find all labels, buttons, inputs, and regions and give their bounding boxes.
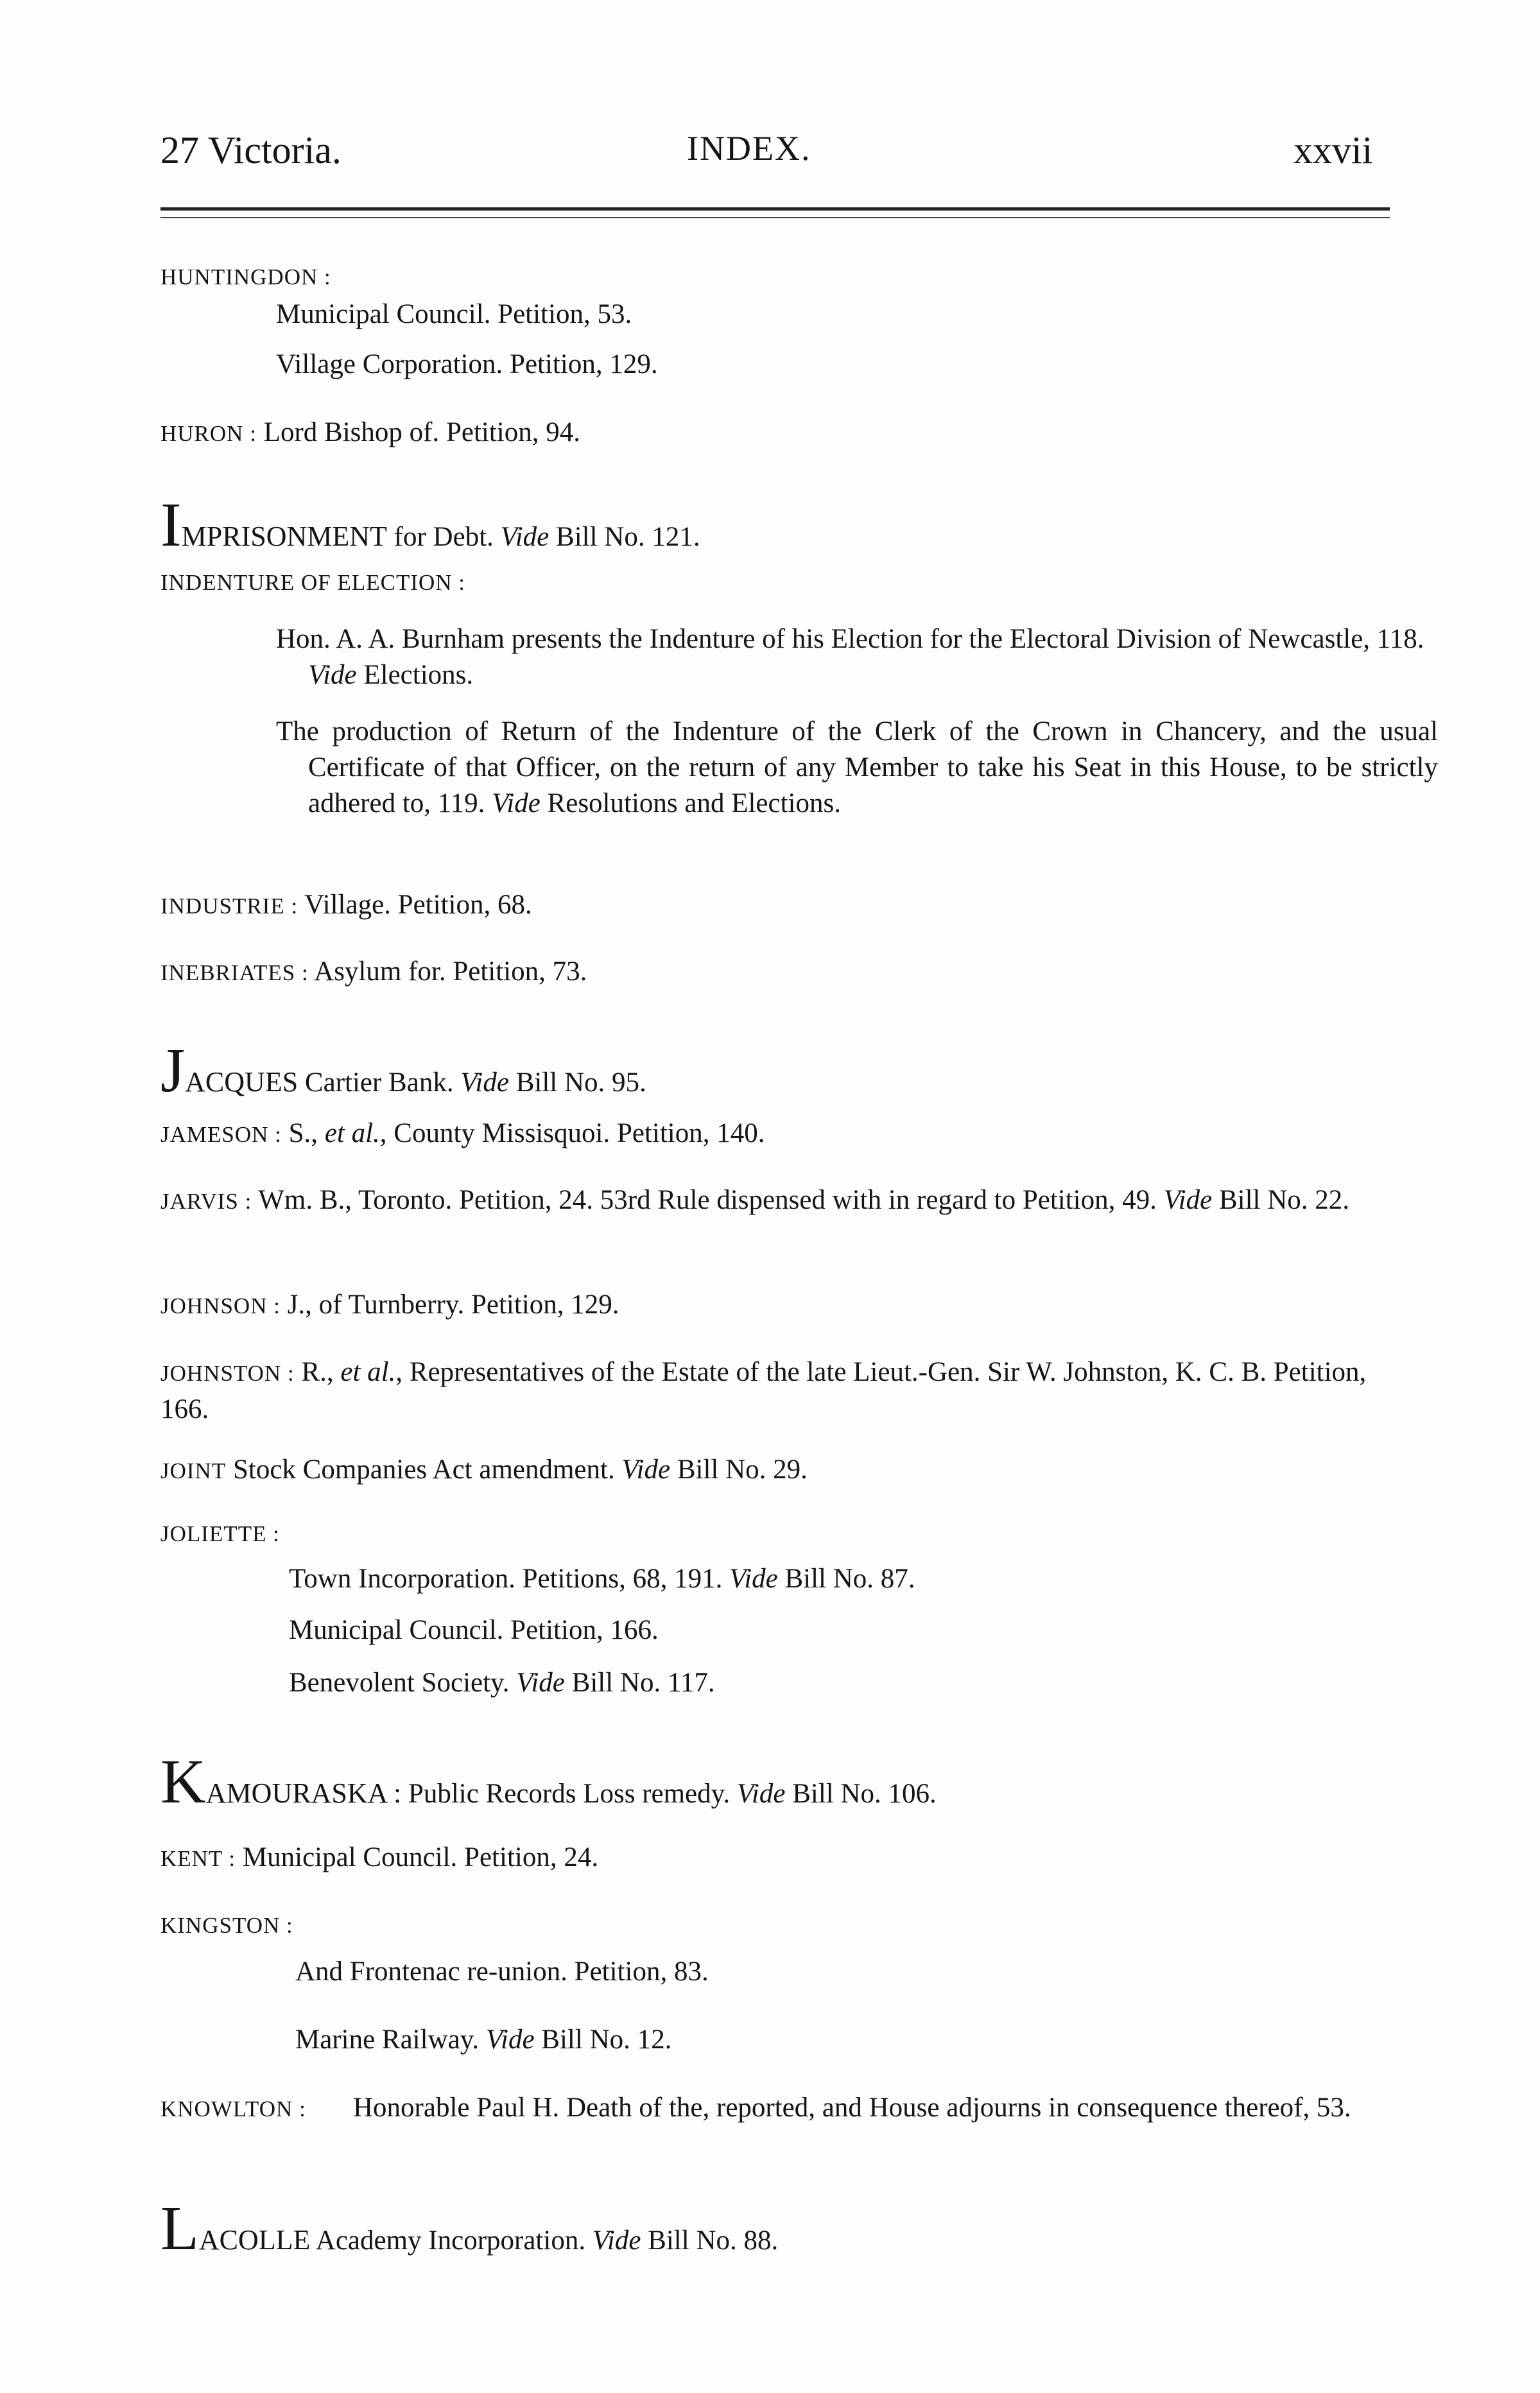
entry-head: JOHNSTON :	[160, 1361, 295, 1386]
entry-knowlton: Honorable Paul H. Death of the, reported, and House adjourns in consequence thereof, 53.	[353, 2093, 1351, 2123]
entry-text: Elections.	[356, 660, 474, 690]
entry-industrie	[160, 887, 532, 924]
drop-initial: J	[160, 1036, 186, 1105]
entry-text: Resolutions and Elections.	[540, 788, 841, 818]
entry-text: Bill No. 22.	[1212, 1185, 1350, 1215]
entry-text: Wm. B., Toronto. Petition, 24. 53rd Rule dispensed with in regard to Petition, 49.	[258, 1185, 1164, 1215]
entry-text: Asylum for. Petition, 73.	[314, 956, 587, 987]
entry-text: Marine Railway.	[295, 2025, 486, 2055]
vide-ref: Vide	[500, 522, 549, 552]
entry-head-joliette: JOLIETTE :	[160, 1521, 280, 1546]
entry-paragraph	[276, 714, 1438, 822]
entry-inebriates	[160, 954, 587, 991]
entry-jacques	[160, 1036, 646, 1105]
entry-text: Bill No. 12.	[534, 2025, 672, 2055]
vide-ref: Vide	[492, 788, 541, 818]
entry-text: Bill No. 87.	[777, 1564, 915, 1594]
entry-text: , Representatives of the Estate of the late Lieut.-Gen. Sir W. Johnston, K. C. B. Petition, 166.	[160, 1357, 1367, 1424]
entry-paragraph	[276, 621, 1438, 693]
entry-huron	[160, 415, 580, 452]
entry-text: Bill No. 106.	[785, 1779, 937, 1809]
entry-head-knowlton	[160, 2090, 353, 2127]
entry-johnson	[160, 1287, 619, 1324]
drop-initial: L	[160, 2194, 199, 2263]
entry-text: , County Missisquoi. Petition, 140.	[379, 1118, 765, 1148]
entry-head: JAMESON :	[160, 1122, 282, 1147]
entry-text: for Debt.	[386, 522, 501, 552]
entry-head: KNOWLTON :	[160, 2096, 306, 2121]
entry-line	[289, 1561, 915, 1597]
entry-joint	[160, 1452, 808, 1489]
entry-head: JOHNSON :	[160, 1293, 281, 1318]
entry-head-indenture: INDENTURE OF ELECTION :	[160, 570, 466, 595]
drop-initial: I	[160, 490, 182, 560]
entry-text: Benevolent Society.	[289, 1668, 517, 1698]
entry-text: Public Records Loss remedy.	[401, 1779, 737, 1809]
header-rule-thin	[160, 217, 1390, 218]
vide-ref: Vide	[460, 1067, 509, 1098]
entry-text: Village. Petition, 68.	[304, 890, 532, 920]
entry-head: JOINT	[160, 1458, 227, 1483]
entry-johnston	[160, 1354, 1406, 1428]
entry-text: Lord Bishop of. Petition, 94.	[263, 417, 580, 447]
entry-kamouraska	[160, 1747, 937, 1817]
vide-ref: Vide	[621, 1455, 671, 1485]
vide-ref: Vide	[729, 1564, 778, 1594]
entry-text: Stock Companies Act amendment.	[226, 1455, 622, 1485]
entry-head: MPRISONMENT	[181, 521, 387, 552]
drop-initial: K	[160, 1747, 206, 1817]
header-right: xxvii	[1293, 129, 1373, 171]
header-rule	[160, 207, 1390, 211]
entry-jarvis	[160, 1182, 1406, 1220]
entry-text: The production of Return of the Indenture of the Clerk of the Crown in Chancery, and the usual Certificate of that Officer, on the return of any Member to take his Seat in this House, to be strictly adhered to, 119.	[276, 716, 1438, 818]
header-center: INDEX.	[687, 129, 811, 168]
entry-head: AMOURASKA :	[205, 1777, 402, 1809]
entry-text: J., of Turnberry. Petition, 129.	[287, 1290, 619, 1320]
entry-head: JARVIS :	[160, 1189, 252, 1214]
vide-ref: Vide	[485, 2025, 535, 2055]
entry-head: ACQUES	[185, 1066, 298, 1098]
entry-text: Town Incorporation. Petitions, 68, 191.	[289, 1564, 730, 1594]
entry-head: HURON :	[160, 421, 257, 446]
entry-text: S.,	[288, 1118, 325, 1148]
entry-text: Hon. A. A. Burnham presents the Indenture of his Election for the Electoral Division of Newcastle, 118.	[276, 624, 1424, 654]
entry-text: R.,	[301, 1357, 341, 1387]
vide-ref: Vide	[592, 2225, 641, 2256]
entry-line: And Frontenac re-union. Petition, 83.	[295, 1957, 709, 1987]
header-left: 27 Victoria.	[160, 129, 342, 171]
entry-etal: et al.	[324, 1118, 380, 1148]
entry-text: Bill No. 117.	[564, 1668, 715, 1698]
entry-text: Cartier Bank.	[298, 1067, 461, 1098]
entry-imprisonment	[160, 490, 700, 560]
entry-head: KENT :	[160, 1846, 236, 1871]
entry-head: INEBRIATES :	[160, 960, 309, 985]
entry-etal: et al.	[340, 1357, 396, 1387]
entry-line: Municipal Council. Petition, 53.	[276, 299, 632, 329]
entry-line	[295, 2022, 671, 2058]
entry-text: Bill No. 29.	[670, 1455, 808, 1485]
vide-ref: Vide	[308, 660, 357, 690]
entry-line	[289, 1665, 715, 1701]
entry-head-kingston: KINGSTON :	[160, 1913, 293, 1938]
entry-text: Bill No. 88.	[641, 2225, 779, 2256]
entry-lacolle	[160, 2194, 779, 2263]
entry-head-huntingdon: HUNTINGDON :	[160, 264, 331, 289]
entry-line: Municipal Council. Petition, 166.	[289, 1615, 659, 1645]
vide-ref: Vide	[736, 1779, 786, 1809]
vide-ref: Vide	[1163, 1185, 1213, 1215]
entry-text: Bill No. 95.	[508, 1067, 646, 1098]
entry-kent	[160, 1840, 598, 1877]
entry-text: Academy Incorporation.	[310, 2225, 593, 2256]
vide-ref: Vide	[516, 1668, 565, 1698]
entry-jameson	[160, 1116, 765, 1153]
entry-line: Village Corporation. Petition, 129.	[276, 349, 658, 379]
entry-head: ACOLLE	[198, 2224, 311, 2256]
entry-text: Bill No. 121.	[549, 522, 700, 552]
entry-text: Municipal Council. Petition, 24.	[242, 1842, 599, 1872]
entry-head: INDUSTRIE :	[160, 894, 298, 919]
